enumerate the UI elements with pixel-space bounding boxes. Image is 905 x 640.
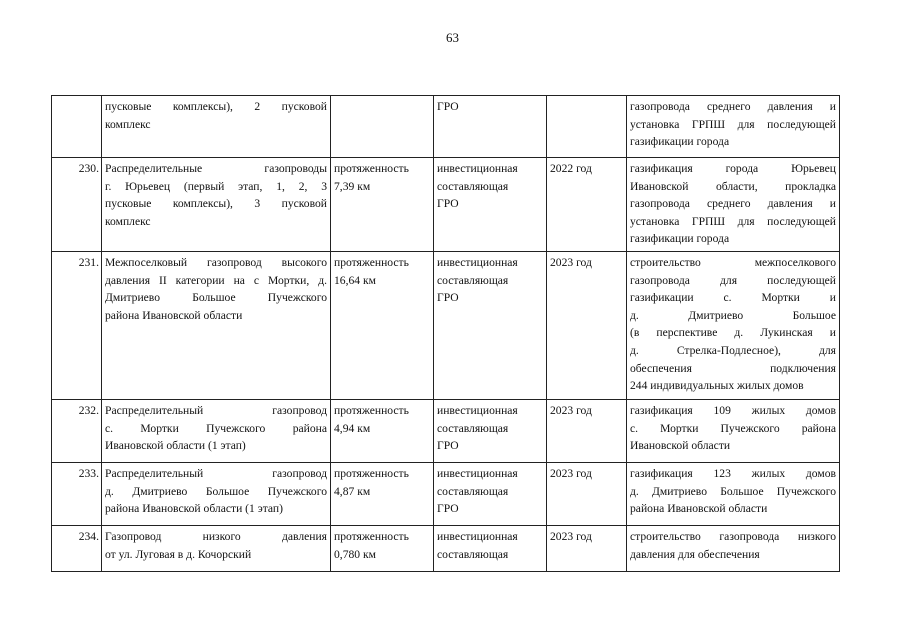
purpose-cell [627, 96, 840, 158]
purpose-cell [627, 526, 840, 572]
funding-source-cell [434, 526, 547, 572]
year-cell [547, 96, 627, 158]
cell-line: Ивановской области (1 этап) [105, 439, 246, 453]
cell-line: ГРО [437, 502, 459, 516]
cell-line: 244 индивидуальных жилых домов [630, 379, 804, 393]
cell-line: протяженность [334, 162, 409, 175]
funding-source-cell [434, 463, 547, 526]
row-number-cell: 233. [52, 463, 102, 526]
cell-line: Межпоселковый газопровод высокого [105, 256, 327, 269]
cell-line: 16,64 км [334, 273, 376, 287]
cell-line: с. Мортки Пучежского района [630, 421, 836, 435]
length-cell [331, 158, 434, 252]
cell-line: Ивановской области, прокладка [630, 179, 836, 193]
cell-line: 0,780 км [334, 547, 376, 561]
cell-line: составляющая [437, 421, 509, 435]
row-number-cell [52, 96, 102, 158]
funding-source-cell [434, 400, 547, 463]
cell-line: строительство газопровода низкого [630, 530, 836, 543]
cell-line: д. Дмитриево Большое [630, 308, 836, 322]
cell-line: 4,94 км [334, 421, 371, 435]
length-cell [331, 526, 434, 572]
cell-line: составляющая [437, 179, 509, 193]
cell-line: 7,39 км [334, 179, 371, 193]
purpose-cell [627, 400, 840, 463]
cell-line: ГРО [437, 291, 459, 305]
cell-line: давления для обеспечения [630, 547, 760, 561]
cell-line: составляющая [437, 547, 509, 561]
cell-line: района Ивановской области [630, 502, 768, 516]
year-cell: 2022 год [547, 158, 627, 252]
cell-line: строительство межпоселкового [630, 256, 836, 269]
funding-source-cell [434, 252, 547, 400]
cell-line: протяженность [334, 530, 409, 543]
cell-line: составляющая [437, 484, 509, 498]
row-number-cell: 231. [52, 252, 102, 400]
year-cell: 2023 год [547, 252, 627, 400]
cell-line: инвестиционная [437, 530, 518, 543]
table-row [52, 463, 840, 526]
object-name-cell [102, 400, 331, 463]
row-number-cell: 232. [52, 400, 102, 463]
object-name-cell [102, 96, 331, 158]
cell-line: инвестиционная [437, 404, 518, 417]
year-cell: 2023 год [547, 526, 627, 572]
length-cell [331, 252, 434, 400]
cell-line: пусковые комплексы), 3 пусковой [105, 197, 327, 211]
cell-line: пусковые комплексы), 2 пусковой [105, 100, 327, 113]
cell-line: газопровода среднего давления и [630, 197, 836, 211]
cell-line: д. Дмитриево Большое Пучежского [105, 484, 327, 498]
cell-line: ГРО [437, 197, 459, 211]
cell-line: установка ГРПШ для последующей [630, 214, 836, 228]
funding-source-cell [434, 96, 547, 158]
object-name-cell [102, 252, 331, 400]
purpose-cell [627, 463, 840, 526]
cell-line: комплекс [105, 214, 151, 228]
cell-line: комплекс [105, 117, 151, 131]
cell-line: протяженность [334, 256, 409, 269]
length-cell [331, 400, 434, 463]
table-row [52, 252, 840, 400]
cell-line: протяженность [334, 467, 409, 480]
cell-line: района Ивановской области (1 этап) [105, 502, 283, 516]
gas-pipeline-table [51, 95, 840, 572]
cell-line: обеспечения подключения [630, 361, 836, 375]
cell-line: Ивановской области [630, 439, 731, 453]
table-row [52, 526, 840, 572]
cell-line: ГРО [437, 100, 459, 113]
cell-line: д. Стрелка-Подлесное), для [630, 343, 836, 357]
length-cell [331, 463, 434, 526]
cell-line: района Ивановской области [105, 308, 243, 322]
funding-source-cell [434, 158, 547, 252]
cell-line: установка ГРПШ для последующей [630, 117, 836, 131]
cell-line: составляющая [437, 273, 509, 287]
cell-line: Газопровод низкого давления [105, 530, 327, 543]
cell-line: протяженность [334, 404, 409, 417]
cell-line: Распределительный газопровод [105, 467, 327, 480]
cell-line: с. Мортки Пучежского района [105, 421, 327, 435]
cell-line: газификация 123 жилых домов [630, 467, 836, 480]
cell-line: газификация города Юрьевец [630, 162, 836, 175]
cell-line: д. Дмитриево Большое Пучежского [630, 484, 836, 498]
cell-line: газификации города [630, 232, 730, 246]
page-number: 63 [446, 30, 459, 45]
cell-line: ГРО [437, 439, 459, 453]
table-row [52, 158, 840, 252]
cell-line: Дмитриево Большое Пучежского [105, 291, 327, 305]
table-row [52, 96, 840, 158]
cell-line: давления II категории на с Мортки, д. [105, 273, 327, 287]
cell-line: 4,87 км [334, 484, 371, 498]
object-name-cell [102, 526, 331, 572]
cell-line: газификации с. Мортки и [630, 291, 836, 305]
cell-line: Распределительные газопроводы [105, 162, 327, 175]
cell-line: инвестиционная [437, 256, 518, 269]
cell-line: Распределительный газопровод [105, 404, 327, 417]
purpose-cell [627, 158, 840, 252]
year-cell: 2023 год [547, 463, 627, 526]
year-cell: 2023 год [547, 400, 627, 463]
length-cell [331, 96, 434, 158]
table-row [52, 400, 840, 463]
cell-line: газификация 109 жилых домов [630, 404, 836, 417]
cell-line: от ул. Луговая в д. Кочорский [105, 547, 252, 561]
cell-line: газификации города [630, 135, 730, 149]
row-number-cell: 230. [52, 158, 102, 252]
cell-line: газопровода среднего давления и [630, 100, 836, 113]
cell-line: инвестиционная [437, 467, 518, 480]
cell-line: газопровода для последующей [630, 273, 836, 287]
object-name-cell [102, 158, 331, 252]
object-name-cell [102, 463, 331, 526]
cell-line: инвестиционная [437, 162, 518, 175]
cell-line: г. Юрьевец (первый этап, 1, 2, 3 [105, 179, 327, 193]
row-number-cell: 234. [52, 526, 102, 572]
purpose-cell [627, 252, 840, 400]
cell-line: (в перспективе д. Лукинская и [630, 326, 836, 340]
